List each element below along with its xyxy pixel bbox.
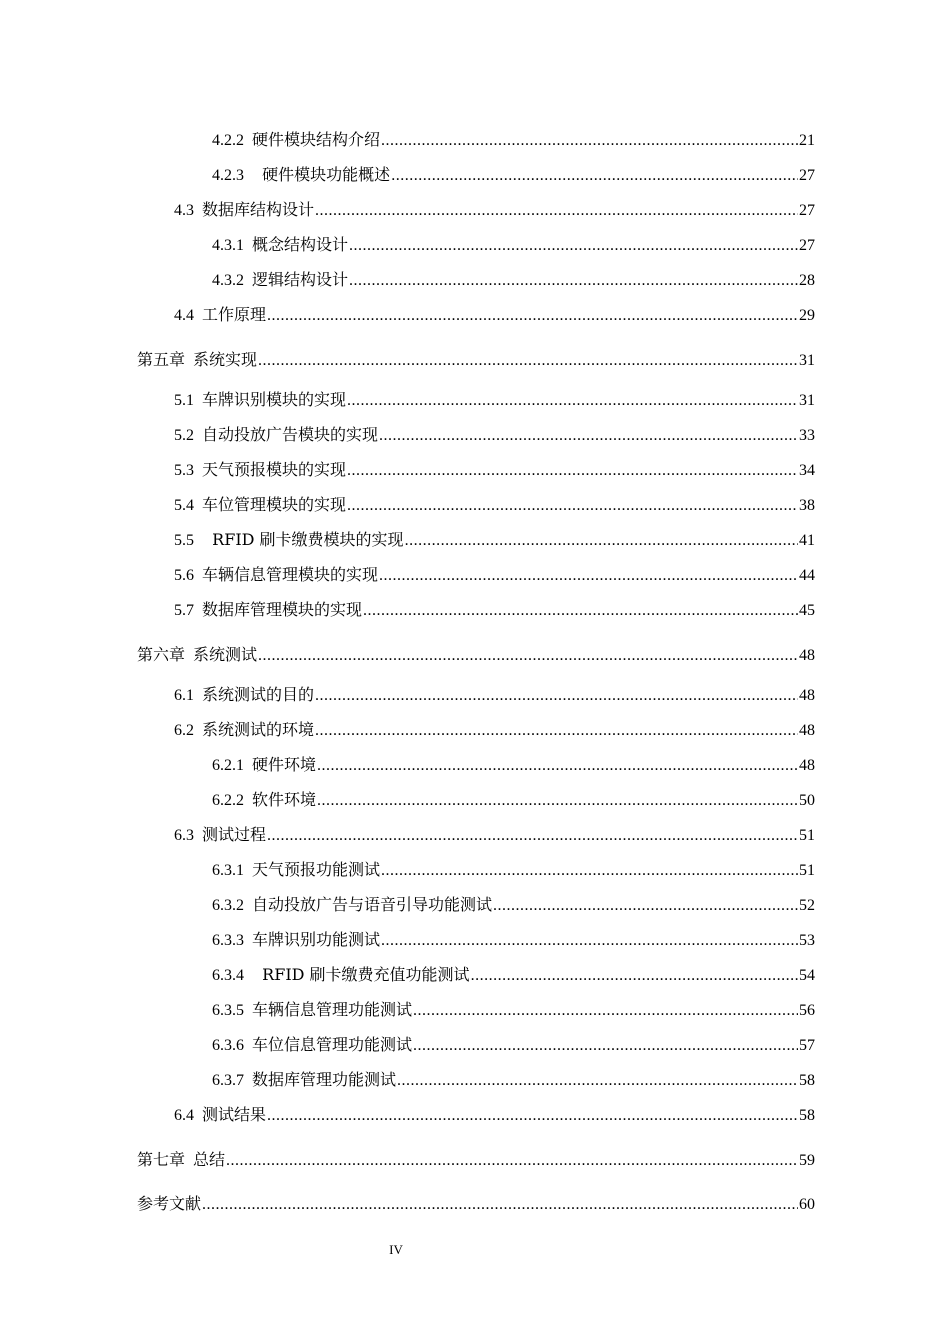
dot-leader bbox=[267, 818, 798, 853]
toc-entry-page: 59 bbox=[799, 1152, 815, 1169]
dot-leader bbox=[315, 678, 798, 713]
dot-leader bbox=[349, 263, 798, 298]
toc-entry[interactable] bbox=[137, 262, 815, 297]
dot-leader bbox=[258, 634, 798, 678]
dot-leader bbox=[413, 993, 798, 1028]
toc-entry[interactable] bbox=[137, 1027, 815, 1062]
toc-entry[interactable] bbox=[137, 633, 815, 677]
toc-entry[interactable] bbox=[137, 297, 815, 332]
toc-entry-number: 5.5 bbox=[174, 532, 194, 549]
page-footer-number: IV bbox=[389, 1242, 403, 1257]
toc-entry-number: 6.3 bbox=[174, 827, 194, 844]
dot-leader bbox=[413, 1028, 798, 1063]
toc-entry-page: 28 bbox=[799, 272, 815, 289]
toc-entry-page: 51 bbox=[799, 862, 815, 879]
toc-entry-number: 5.2 bbox=[174, 427, 194, 444]
toc-entry-number: 6.1 bbox=[174, 687, 194, 704]
toc-entry-number: 6.4 bbox=[174, 1107, 194, 1124]
toc-entry[interactable] bbox=[137, 957, 815, 992]
toc-entry-title: 车辆信息管理功能测试 bbox=[252, 1000, 413, 1019]
toc-entry-title: 天气预报功能测试 bbox=[252, 860, 381, 879]
dot-leader bbox=[202, 1183, 798, 1227]
toc-entry-number: 4.3.2 bbox=[212, 272, 244, 289]
dot-leader bbox=[317, 748, 798, 783]
table-of-contents bbox=[137, 122, 815, 1226]
toc-entry-title: 硬件模块结构介绍 bbox=[252, 130, 381, 149]
dot-leader bbox=[258, 339, 798, 383]
toc-entry[interactable] bbox=[137, 382, 815, 417]
toc-entry-title: 车位管理模块的实现 bbox=[202, 495, 347, 514]
toc-entry-page: 31 bbox=[799, 352, 815, 369]
dot-leader bbox=[317, 783, 798, 818]
toc-entry-page: 21 bbox=[799, 132, 815, 149]
toc-entry-number: 6.3.3 bbox=[212, 932, 244, 949]
toc-entry[interactable] bbox=[137, 487, 815, 522]
toc-entry-number: 5.6 bbox=[174, 567, 194, 584]
toc-entry-title: RFID 刷卡缴费充值功能测试 bbox=[252, 965, 470, 984]
toc-entry[interactable] bbox=[137, 992, 815, 1027]
toc-entry-title: 天气预报模块的实现 bbox=[202, 460, 347, 479]
dot-leader bbox=[381, 923, 798, 958]
dot-leader bbox=[397, 1063, 798, 1098]
toc-entry-number: 第七章 bbox=[137, 1152, 186, 1169]
toc-entry-page: 60 bbox=[799, 1196, 815, 1213]
toc-entry-page: 34 bbox=[799, 462, 815, 479]
toc-entry-title: 自动投放广告模块的实现 bbox=[202, 425, 379, 444]
toc-entry[interactable] bbox=[137, 887, 815, 922]
toc-entry[interactable] bbox=[137, 192, 815, 227]
dot-leader bbox=[391, 158, 798, 193]
toc-entry[interactable] bbox=[137, 852, 815, 887]
toc-entry-title: RFID 刷卡缴费模块的实现 bbox=[202, 530, 404, 549]
toc-entry-title: 测试结果 bbox=[202, 1105, 267, 1124]
toc-entry-page: 58 bbox=[799, 1107, 815, 1124]
toc-entry-number: 第六章 bbox=[137, 647, 186, 664]
toc-entry-number: 5.4 bbox=[174, 497, 194, 514]
toc-entry-page: 45 bbox=[799, 602, 815, 619]
toc-entry-page: 27 bbox=[799, 237, 815, 254]
toc-entry-page: 38 bbox=[799, 497, 815, 514]
toc-entry-title: 数据库结构设计 bbox=[202, 200, 315, 219]
toc-entry-page: 27 bbox=[799, 202, 815, 219]
toc-entry-page: 50 bbox=[799, 792, 815, 809]
dot-leader bbox=[347, 453, 798, 488]
toc-entry[interactable] bbox=[137, 157, 815, 192]
toc-entry[interactable] bbox=[137, 1138, 815, 1182]
toc-entry-title: 自动投放广告与语音引导功能测试 bbox=[252, 895, 493, 914]
toc-entry-page: 31 bbox=[799, 392, 815, 409]
toc-entry-number: 6.2.2 bbox=[212, 792, 244, 809]
toc-entry-number: 第五章 bbox=[137, 352, 186, 369]
toc-entry-page: 44 bbox=[799, 567, 815, 584]
toc-entry-title: 系统测试的目的 bbox=[202, 685, 315, 704]
dot-leader bbox=[381, 853, 798, 888]
toc-entry-page: 53 bbox=[799, 932, 815, 949]
toc-entry[interactable] bbox=[137, 922, 815, 957]
toc-entry-page: 27 bbox=[799, 167, 815, 184]
toc-entry-title: 硬件环境 bbox=[252, 755, 317, 774]
toc-entry-title: 系统实现 bbox=[193, 350, 258, 369]
toc-entry-title: 总结 bbox=[193, 1150, 226, 1169]
dot-leader bbox=[381, 123, 798, 158]
dot-leader bbox=[405, 523, 798, 558]
toc-entry[interactable] bbox=[137, 712, 815, 747]
toc-entry[interactable] bbox=[137, 452, 815, 487]
toc-entry[interactable] bbox=[137, 338, 815, 382]
toc-entry-number: 6.2 bbox=[174, 722, 194, 739]
toc-entry-page: 58 bbox=[799, 1072, 815, 1089]
dot-leader bbox=[315, 193, 798, 228]
toc-entry-number: 4.3.1 bbox=[212, 237, 244, 254]
toc-entry-number: 4.2.2 bbox=[212, 132, 244, 149]
toc-entry-number: 6.3.4 bbox=[212, 967, 244, 984]
toc-entry-page: 41 bbox=[799, 532, 815, 549]
toc-entry[interactable] bbox=[137, 227, 815, 262]
toc-entry-title: 软件环境 bbox=[252, 790, 317, 809]
toc-entry-title: 车辆信息管理模块的实现 bbox=[202, 565, 379, 584]
toc-entry-page: 54 bbox=[799, 967, 815, 984]
toc-entry-title: 数据库管理模块的实现 bbox=[202, 600, 363, 619]
dot-leader bbox=[347, 383, 798, 418]
dot-leader bbox=[379, 418, 798, 453]
toc-entry-number: 6.3.7 bbox=[212, 1072, 244, 1089]
toc-entry-number: 6.3.1 bbox=[212, 862, 244, 879]
dot-leader bbox=[493, 888, 798, 923]
dot-leader bbox=[347, 488, 798, 523]
dot-leader bbox=[349, 228, 798, 263]
toc-entry-page: 56 bbox=[799, 1002, 815, 1019]
toc-entry-title: 系统测试的环境 bbox=[202, 720, 315, 739]
toc-entry-page: 48 bbox=[799, 647, 815, 664]
toc-entry-title: 工作原理 bbox=[202, 305, 267, 324]
toc-entry[interactable] bbox=[137, 782, 815, 817]
toc-entry[interactable] bbox=[137, 817, 815, 852]
toc-entry-title: 测试过程 bbox=[202, 825, 267, 844]
toc-entry-page: 57 bbox=[799, 1037, 815, 1054]
toc-entry-number: 6.3.2 bbox=[212, 897, 244, 914]
dot-leader bbox=[363, 593, 798, 628]
toc-entry-title: 硬件模块功能概述 bbox=[252, 165, 391, 184]
toc-entry-title: 车位信息管理功能测试 bbox=[252, 1035, 413, 1054]
dot-leader bbox=[226, 1139, 798, 1183]
toc-entry-number: 4.3 bbox=[174, 202, 194, 219]
toc-entry[interactable] bbox=[137, 592, 815, 627]
toc-entry-page: 48 bbox=[799, 722, 815, 739]
dot-leader bbox=[267, 298, 798, 333]
toc-entry[interactable] bbox=[137, 557, 815, 592]
toc-entry[interactable] bbox=[137, 1062, 815, 1097]
toc-entry-page: 48 bbox=[799, 687, 815, 704]
toc-entry[interactable] bbox=[137, 677, 815, 712]
toc-entry-number: 6.3.5 bbox=[212, 1002, 244, 1019]
toc-entry-title: 系统测试 bbox=[193, 645, 258, 664]
toc-entry-page: 33 bbox=[799, 427, 815, 444]
toc-entry-number: 5.1 bbox=[174, 392, 194, 409]
toc-entry-page: 52 bbox=[799, 897, 815, 914]
toc-entry[interactable] bbox=[137, 1182, 815, 1226]
toc-entry-title: 数据库管理功能测试 bbox=[252, 1070, 397, 1089]
toc-entry[interactable] bbox=[137, 747, 815, 782]
toc-entry-number: 4.4 bbox=[174, 307, 194, 324]
toc-entry[interactable] bbox=[137, 417, 815, 452]
dot-leader bbox=[315, 713, 798, 748]
toc-entry-number: 5.3 bbox=[174, 462, 194, 479]
toc-entry-number: 5.7 bbox=[174, 602, 194, 619]
toc-entry-title: 参考文献 bbox=[137, 1194, 202, 1213]
toc-entry-title: 概念结构设计 bbox=[252, 235, 349, 254]
toc-entry-number: 6.3.6 bbox=[212, 1037, 244, 1054]
dot-leader bbox=[471, 958, 798, 993]
dot-leader bbox=[267, 1098, 798, 1133]
toc-entry-title: 车牌识别模块的实现 bbox=[202, 390, 347, 409]
toc-entry-number: 4.2.3 bbox=[212, 167, 244, 184]
toc-entry-page: 29 bbox=[799, 307, 815, 324]
toc-entry-number: 6.2.1 bbox=[212, 757, 244, 774]
toc-entry[interactable] bbox=[137, 522, 815, 557]
toc-entry-page: 51 bbox=[799, 827, 815, 844]
toc-entry[interactable] bbox=[137, 122, 815, 157]
dot-leader bbox=[379, 558, 798, 593]
toc-entry-title: 逻辑结构设计 bbox=[252, 270, 349, 289]
toc-entry[interactable] bbox=[137, 1097, 815, 1132]
toc-entry-page: 48 bbox=[799, 757, 815, 774]
toc-entry-title: 车牌识别功能测试 bbox=[252, 930, 381, 949]
